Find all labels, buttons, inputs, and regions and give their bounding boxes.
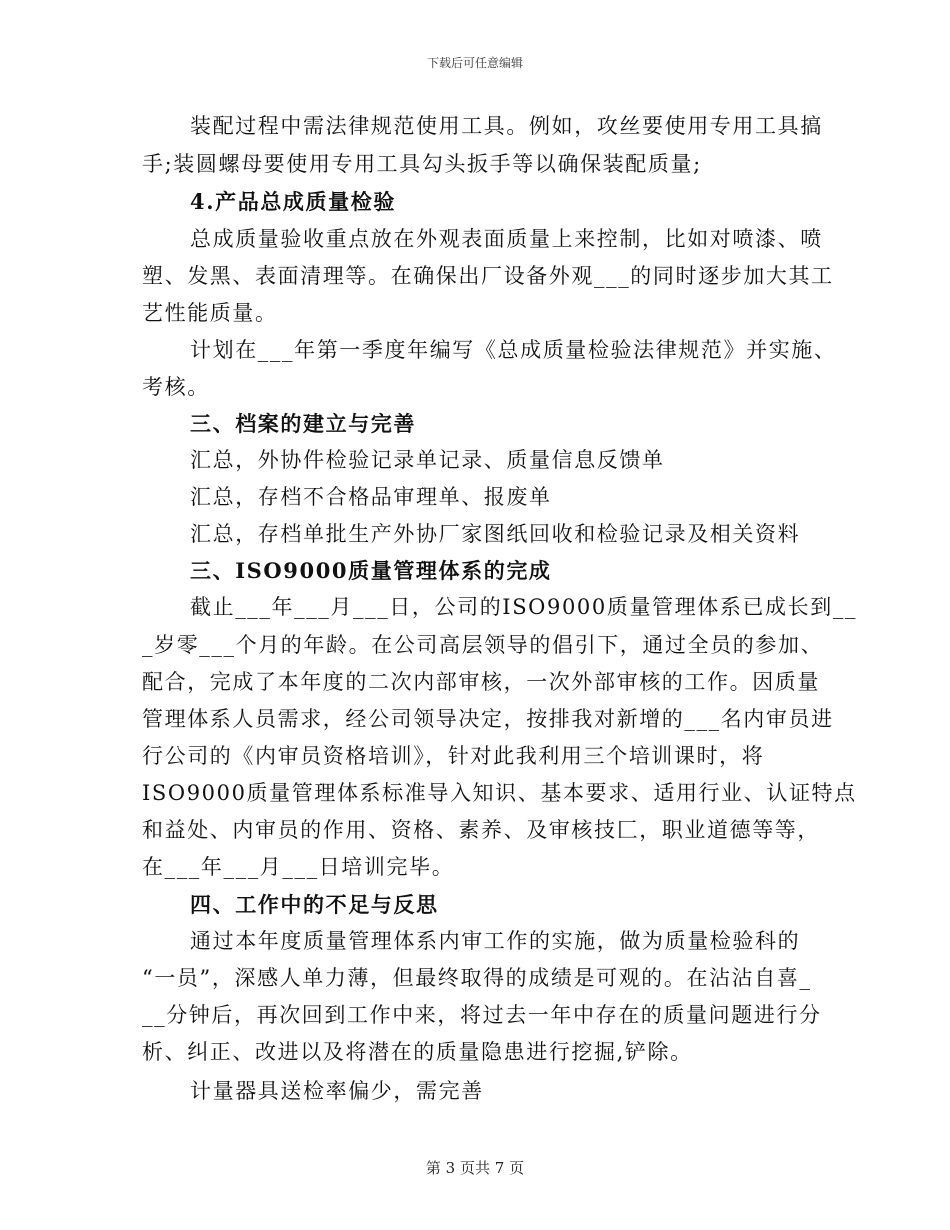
body-line: 行公司的《内审员资格培训》，针对此我利用三个培训课时，将 (142, 744, 765, 768)
body-line: 手;装圆螺母要使用专用工具勾头扳手等以确保装配质量; (142, 152, 702, 176)
section-heading: 四、工作中的不足与反思 (190, 892, 439, 917)
body-line: 在___年___月___日培训完毕。 (142, 855, 455, 879)
body-line: 汇总，存档单批生产外协厂家图纸回收和检验记录及相关资料 (190, 522, 801, 546)
section-heading: 4.产品总成质量检验 (190, 189, 396, 214)
body-line: ISO9000质量管理体系标准导入知识、基本要求、适用行业、认证特点 (142, 781, 857, 805)
body-line: 截止___年___月___日，公司的ISO9000质量管理体系已成长到__ (190, 595, 858, 619)
body-line: 析、纠正、改进以及将潜在的质量隐患进行挖掘,铲除。 (142, 1040, 693, 1064)
body-line: 考核。 (142, 375, 210, 399)
page-header: 下载后可任意编辑 (426, 56, 523, 70)
body-line: 和益处、内审员的作用、资格、素养、及审核技匚，职业道德等等， (142, 818, 820, 842)
body-line: 管理体系人员需求，经公司领导决定，按排我对新增的___名内审员进 (142, 707, 834, 731)
body-line: 塑、发黑、表面清理等。在确保出厂设备外观___的同时逐步加大其工 (142, 264, 834, 288)
body-line: 汇总，存档不合格品审理单、报废单 (190, 485, 552, 509)
body-line: “一员”，深感人单力薄，但最终取得的成绩是可观的。在沾沾自喜_ (142, 966, 812, 990)
body-line: 配合，完成了本年度的二次内部审核，一次外部审核的工作。因质量 (142, 670, 820, 694)
body-line: 计划在___年第一季度年编写《总成质量检验法律规范》并实施、 (190, 338, 837, 362)
body-line: 汇总，外协件检验记录单记录、质量信息反馈单 (190, 448, 665, 472)
body-line: 计量器具送检率偏少，需完善 (190, 1079, 484, 1103)
body-line: 总成质量验收重点放在外观表面质量上来控制，比如对喷漆、喷 (190, 227, 823, 251)
body-line: 通过本年度质量管理体系内审工作的实施，做为质量检验科的 (190, 929, 801, 953)
body-line: 装配过程中需法律规范使用工具。例如，攻丝要使用专用工具搞 (190, 114, 823, 138)
section-heading: 三、档案的建立与完善 (190, 411, 416, 436)
page-number: 第 3 页共 7 页 (425, 1159, 525, 1177)
body-line: 艺性能质量。 (142, 301, 278, 325)
body-line: _岁零___个月的年龄。在公司高层领导的倡引下，通过全员的参加、 (142, 633, 824, 657)
section-heading: 三、ISO9000质量管理体系的完成 (190, 558, 552, 583)
body-line: __分钟后，再次回到工作中来，将过去一年中存在的质量问题进行分 (142, 1003, 822, 1027)
